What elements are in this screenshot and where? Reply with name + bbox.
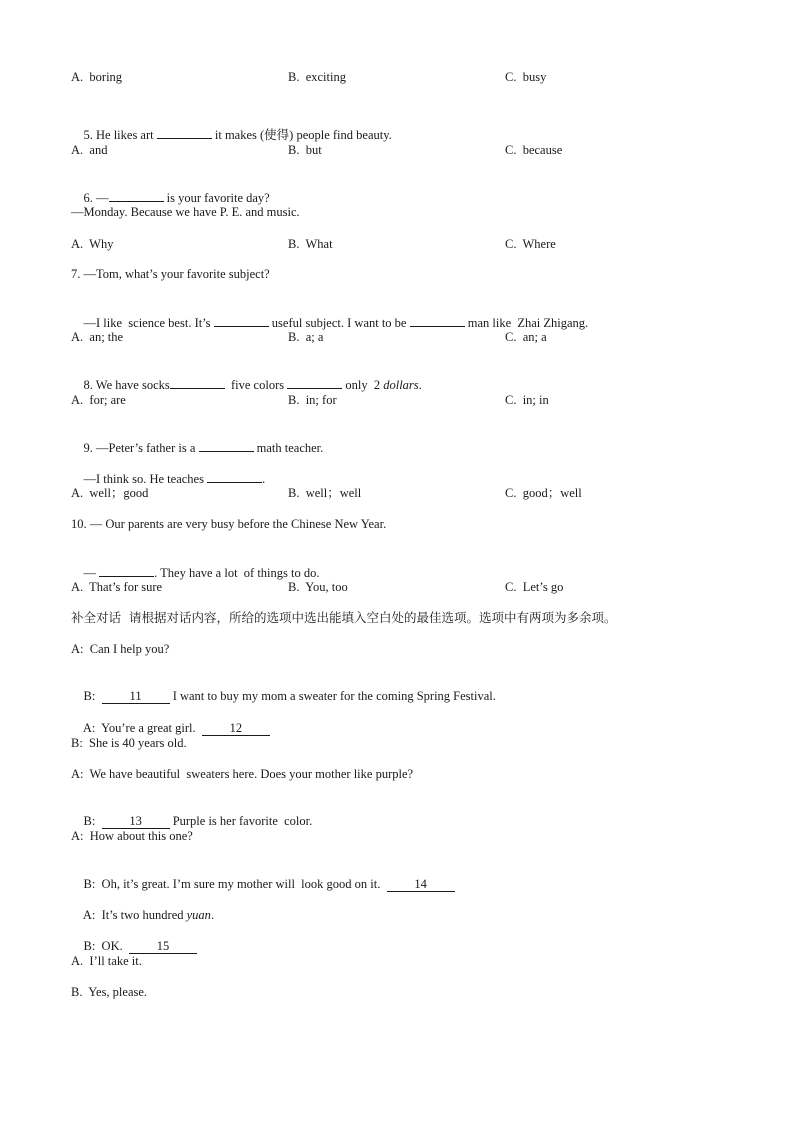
q7-blank-2 (410, 314, 465, 327)
q5-option-c: C. because (505, 143, 563, 157)
q6-option-a: A. Why (71, 237, 114, 251)
dialog-line-9-italic: yuan (186, 908, 211, 922)
q10-line2-pre: — (83, 566, 100, 580)
dialog-line-8-pre: B: Oh, it’s great. I’m sure my mother will look good on it. (83, 877, 387, 891)
dialog-line-2-post: I want to buy my mom a sweater for the coming Spring Festival. (169, 689, 496, 703)
q4-option-a: A. boring (71, 70, 123, 84)
q8-blank-2 (287, 376, 342, 389)
q5-stem (71, 110, 392, 159)
q8-option-b: B. in; for (288, 393, 337, 407)
q10-line2-post: . They have a lot of things to do. (154, 566, 320, 580)
q6-line2: —Monday. Because we have P. E. and music. (71, 205, 300, 219)
q7-line2-a: —I like science best. It’s (83, 316, 214, 330)
q4-option-c: C. busy (505, 70, 547, 84)
dialog-line-9-post: . (210, 908, 215, 922)
q9-option-b: B. well；well (288, 486, 362, 500)
q6-option-b: B. What (288, 237, 333, 251)
q6-line1-pre: 6. — (83, 191, 109, 205)
q7-line2-c: man like Zhai Zhigang. (464, 316, 589, 330)
q6-line1-post: is your favorite day? (163, 191, 270, 205)
q8-option-c: C. in; in (505, 393, 549, 407)
dialog-line-5: A: We have beautiful sweaters here. Does your mother like purple? (71, 767, 414, 781)
q9-blank-2 (207, 470, 262, 483)
q10-blank (99, 564, 154, 577)
q5-stem-post: it makes (使得) people find beauty. (211, 128, 392, 142)
q8-stem-mid: five colors (224, 378, 288, 392)
q9-line2-post: . (262, 472, 266, 486)
q10-option-a: A. That’s for sure (71, 580, 163, 594)
q8-blank-1 (170, 376, 225, 389)
dialog-line-4: B: She is 40 years old. (71, 736, 187, 750)
q6-option-c: C. Where (505, 237, 556, 251)
dialog-blank-12: 12 (202, 721, 270, 736)
q9-blank-1 (199, 439, 254, 452)
q8-stem-post-b: . (418, 378, 422, 392)
q7-option-c: C. an; a (505, 330, 547, 344)
dialog-line-3-pre: A: You’re a great girl. (82, 721, 202, 735)
q9-option-a: A. well；good (71, 486, 149, 500)
q9-line1-pre: 9. —Peter’s father is a (83, 441, 199, 455)
q9-line1-post: math teacher. (253, 441, 324, 455)
dialog-line-6-pre: B: (83, 814, 102, 828)
dialog-line-10-pre: B: OK. (83, 939, 129, 953)
dialog-blank-15: 15 (129, 939, 197, 954)
dialog-line-1: A: Can I help you? (71, 642, 170, 656)
choice-a: A. I’ll take it. (71, 954, 142, 968)
dialog-line-6-post: Purple is her favorite color. (169, 814, 313, 828)
q7-blank-1 (214, 314, 269, 327)
q8-stem-post-a: only 2 (342, 378, 384, 392)
dialog-line-2-pre: B: (83, 689, 102, 703)
q10-option-b: B. You, too (288, 580, 348, 594)
q9-option-c: C. good；well (505, 486, 582, 500)
q4-option-b: B. exciting (288, 70, 346, 84)
q9-line2-pre: —I think so. He teaches (83, 472, 208, 486)
q5-blank (157, 126, 212, 139)
dialog-line-7: A: How about this one? (71, 829, 193, 843)
dialog-blank-14: 14 (387, 877, 455, 892)
q5-stem-pre: 5. He likes art (83, 128, 157, 142)
q5-option-a: A. and (71, 143, 108, 157)
section-title: 补全对话 请根据对话内容，所给的选项中选出能填入空白处的最佳选项。选项中有两项为多余项。 (71, 610, 617, 625)
q8-option-a: A. for; are (71, 393, 126, 407)
q7-option-b: B. a; a (288, 330, 324, 344)
q7-line2-b: useful subject. I want to be (268, 316, 410, 330)
q10-option-c: C. Let’s go (505, 580, 564, 594)
q6-blank (109, 189, 164, 202)
q7-option-a: A. an; the (71, 330, 124, 344)
q8-stem-pre: 8. We have socks (83, 378, 170, 392)
dialog-blank-13: 13 (102, 814, 170, 829)
dialog-blank-11: 11 (102, 689, 170, 704)
q5-option-b: B. but (288, 143, 322, 157)
q10-line1: 10. — Our parents are very busy before the Chinese New Year. (71, 517, 387, 531)
choice-b: B. Yes, please. (71, 985, 148, 999)
q8-stem-italic: dollars (383, 378, 419, 392)
q7-line1: 7. —Tom, what’s your favorite subject? (71, 267, 270, 281)
dialog-line-9-pre: A: It’s two hundred (82, 908, 187, 922)
